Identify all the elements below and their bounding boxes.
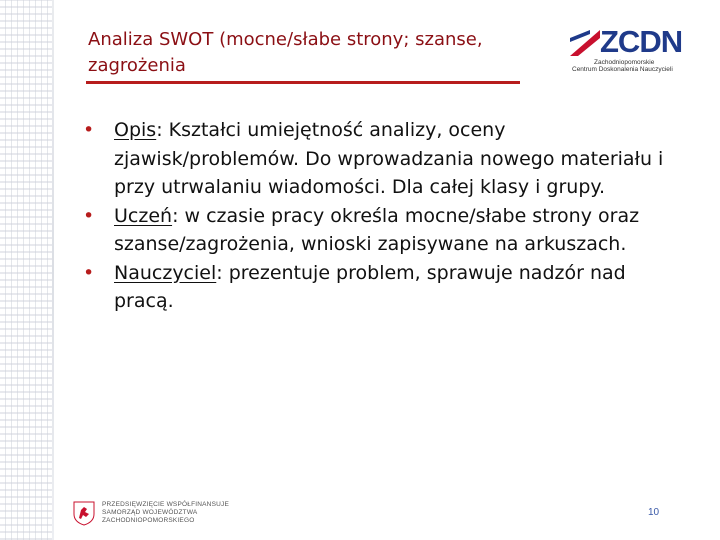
bullet-text: : w czasie pracy określa mocne/słabe strony oraz szanse/zagrożenia, wnioski zapisywane na arkuszach.	[114, 204, 640, 255]
bullet-text: : Kształci umiejętność analizy, oceny zjawisk/problemów. Do wprowadzania nowego materiału i przy utrwalaniu wiadomości. Dla całej klasy i grupy.	[114, 119, 664, 198]
zcdn-subtitle-1: Zachodniopomorskie	[594, 59, 655, 66]
bullet-term: Opis	[114, 119, 157, 141]
list-item	[80, 116, 680, 202]
zcdn-subtitle-2: Centrum Doskonalenia Nauczycieli	[572, 66, 673, 73]
page-number: 10	[648, 507, 660, 518]
slide-title: Analiza SWOT (mocne/słabe strony; szanse, zagrożenia	[88, 29, 483, 76]
bullet-term: Nauczyciel	[114, 261, 217, 284]
list-item	[80, 202, 680, 259]
bullet-text: : prezentuje problem, sprawuje nadzór nad pracą.	[114, 261, 626, 312]
title-underline	[86, 81, 520, 84]
bullet-glyph: •	[83, 119, 95, 141]
list-item	[80, 259, 680, 316]
bullet-term: Uczeń	[114, 204, 173, 227]
bullet-list	[80, 116, 680, 316]
griffin-crest-icon	[72, 500, 96, 526]
zcdn-wordmark: ZCDN	[600, 24, 683, 59]
bullet-glyph: •	[83, 261, 95, 284]
sponsor-logo	[72, 500, 229, 526]
zcdn-logo	[570, 24, 683, 73]
bullet-glyph: •	[83, 204, 95, 227]
sponsor-text: PRZEDSIĘWZIĘCIE WSPÓŁFINANSUJE SAMORZĄD WOJEWÓDZTWA ZACHODNIOPOMORSKIEGO	[102, 501, 229, 524]
zcdn-logo-icon	[570, 28, 600, 56]
decorative-handwriting-strip	[0, 0, 54, 540]
